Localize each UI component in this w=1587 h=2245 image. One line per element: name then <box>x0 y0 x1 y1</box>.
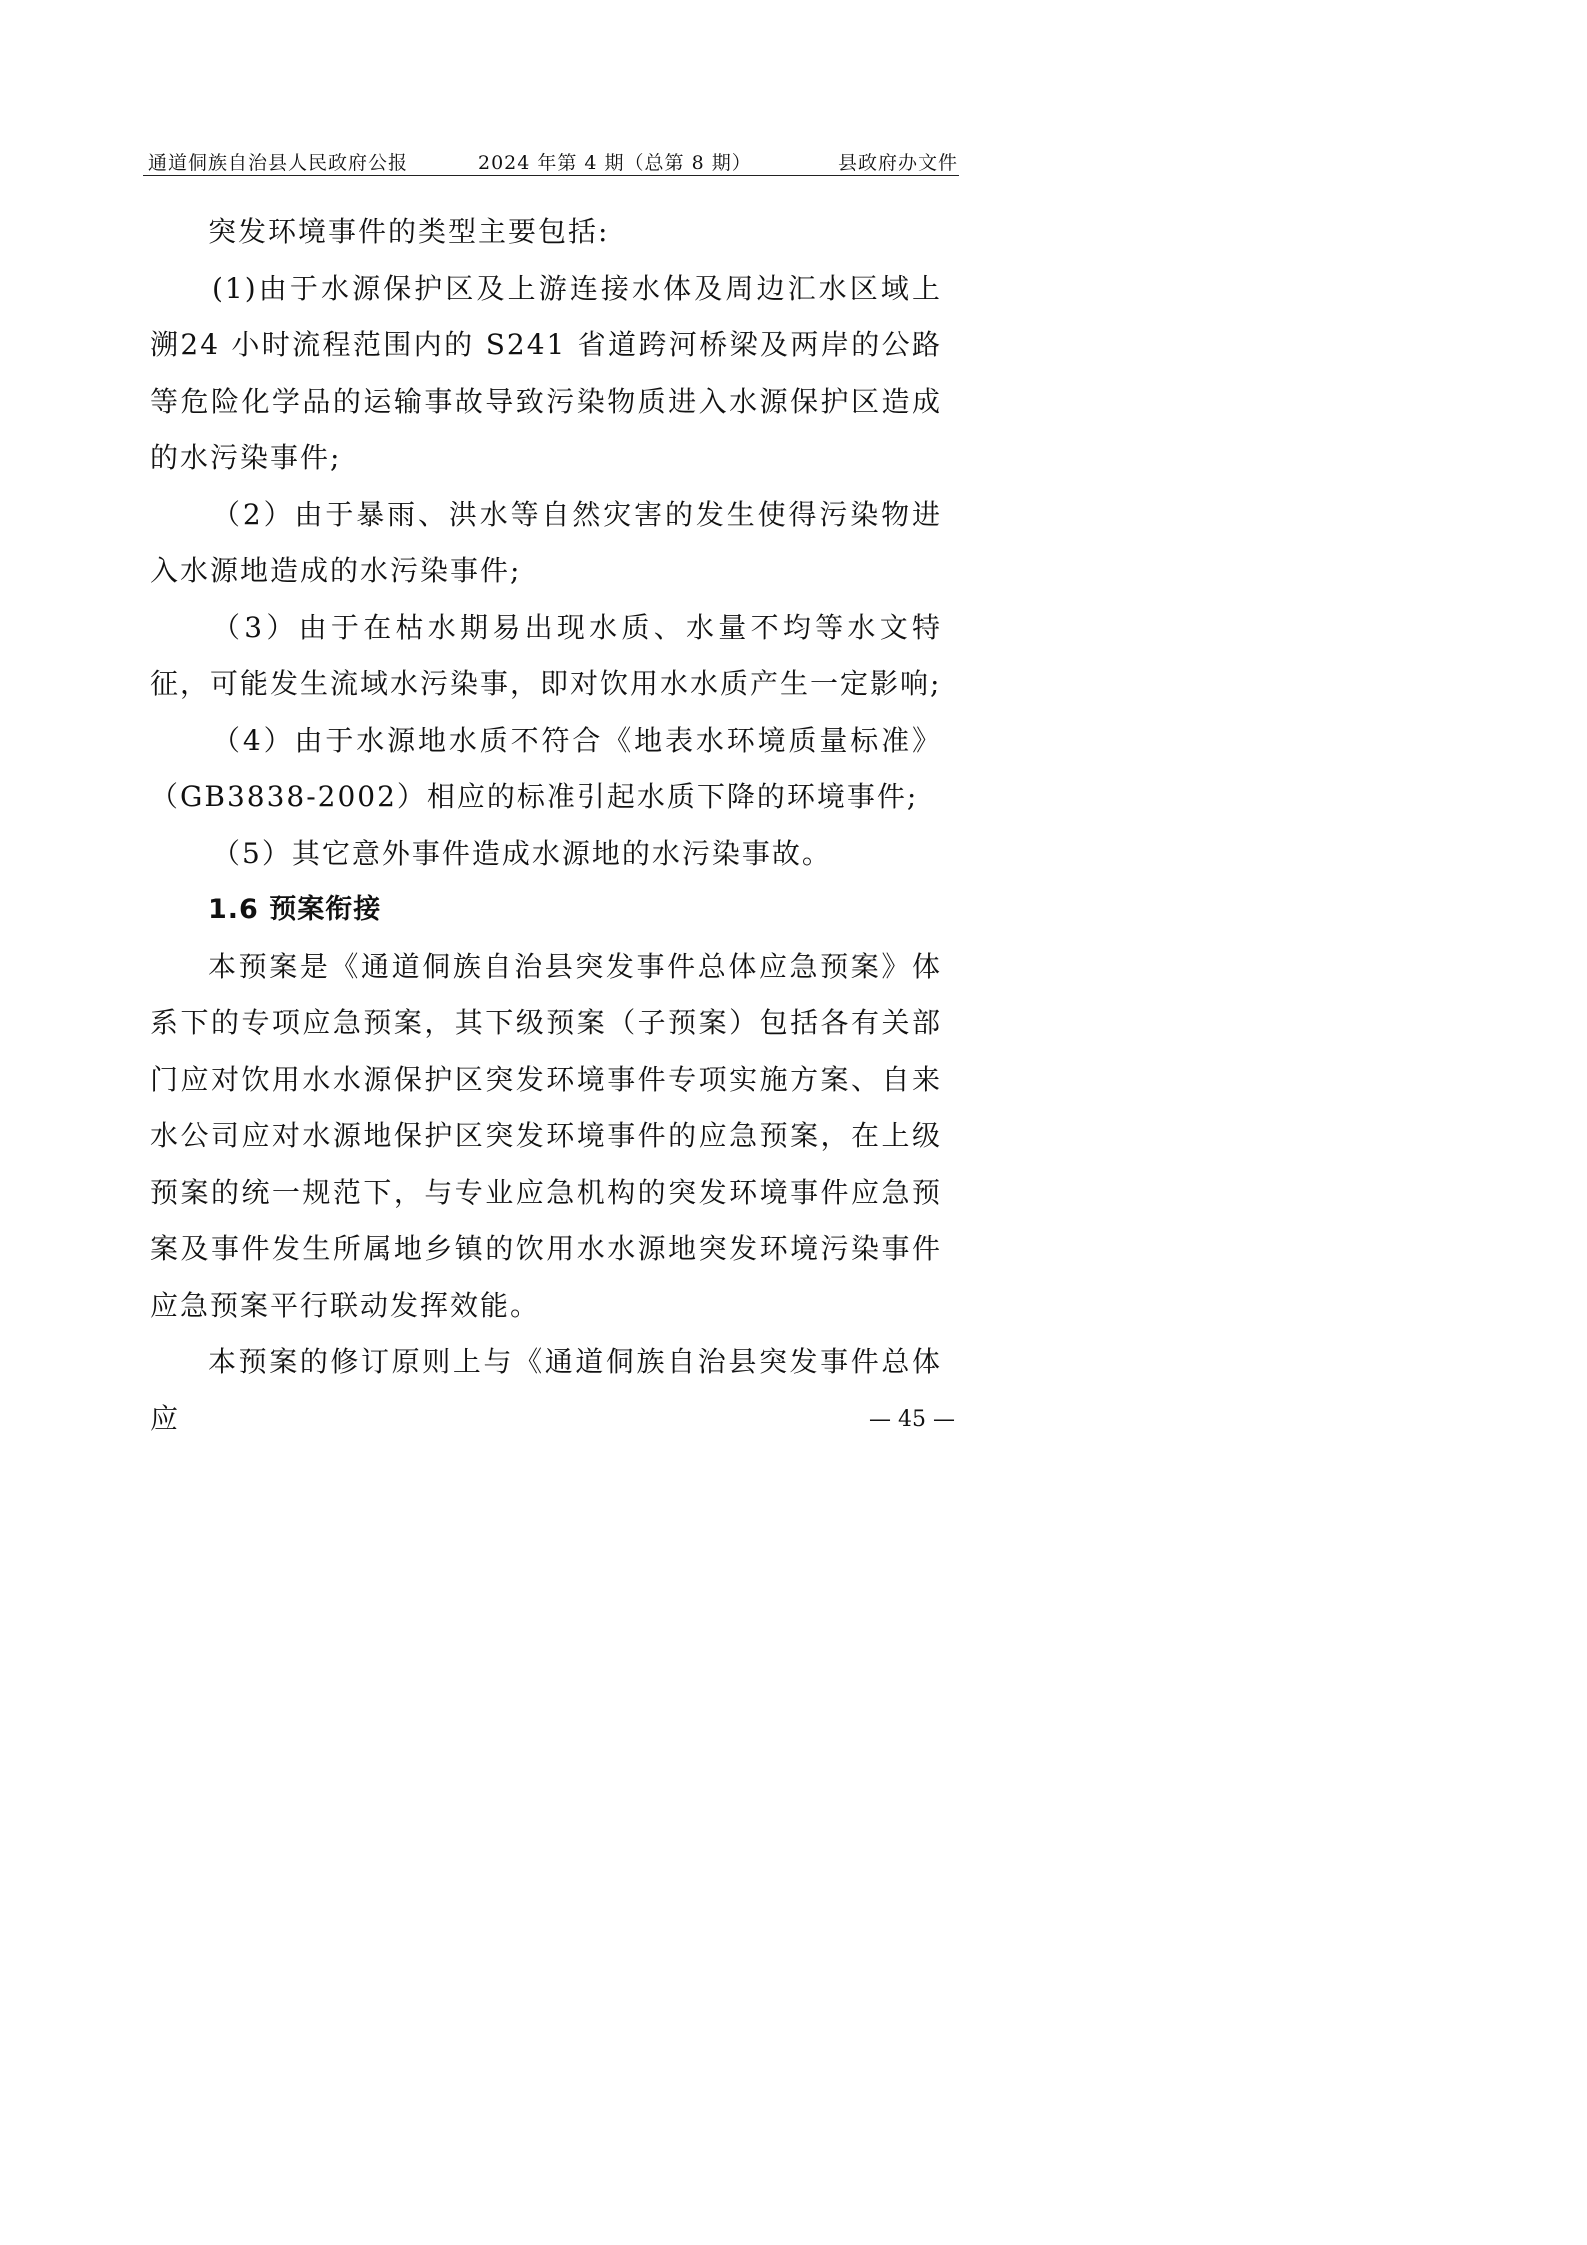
document-body <box>150 204 942 1447</box>
page-number: — 45 — <box>869 1407 955 1432</box>
section-paragraph: 本预案的修订原则上与《通道侗族自治县突发事件总体应 <box>150 1345 942 1435</box>
intro-paragraph: 突发环境事件的类型主要包括: <box>208 215 610 248</box>
header-section-name: 县政府办文件 <box>837 152 958 174</box>
list-item: （4）由于水源地水质不符合《地表水环境质量标准》（GB3838-2002）相应的标准引起水质下降的环境事件; <box>150 723 942 813</box>
header-divider <box>143 175 959 176</box>
list-item: （2）由于暴雨、洪水等自然灾害的发生使得污染物进入水源地造成的水污染事件; <box>150 497 942 587</box>
section-heading: 1.6 预案衔接 <box>208 894 382 925</box>
section-paragraph: 本预案是《通道侗族自治县突发事件总体应急预案》体系下的专项应急预案，其下级预案（子预案）包括各有关部门应对饮用水水源保护区突发环境事件专项实施方案、自来水公司应对水源地保护区突发环境事件的应急预案，在上级预案的统一规范下，与专业应急机构的突发环境事件应急预案及事件发生所属地乡镇的饮用水水源地突发环境污染事件应急预案平行联动发挥效能。 <box>150 949 942 1322</box>
list-item: （3）由于在枯水期易出现水质、水量不均等水文特征，可能发生流域水污染事，即对饮用水水质产生一定影响; <box>150 610 942 700</box>
header-publication-title: 通道侗族自治县人民政府公报 <box>148 152 409 174</box>
list-item: (1)由于水源保护区及上游连接水体及周边汇水区域上溯24 小时流程范围内的 S241 省道跨河桥梁及两岸的公路等危险化学品的运输事故导致污染物质进入水源保护区造成的水污染事件; <box>150 271 942 474</box>
list-item: （5）其它意外事件造成水源地的水污染事故。 <box>212 836 832 870</box>
page-header <box>148 148 958 174</box>
header-issue-number: 2024 年第 4 期（总第 8 期） <box>478 152 752 174</box>
